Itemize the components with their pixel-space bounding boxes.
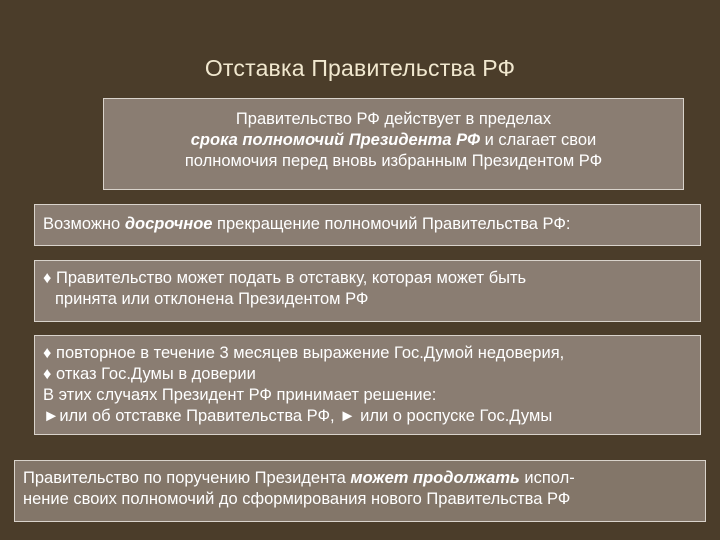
box5-emphasis: может продолжать: [350, 469, 520, 487]
box2-pre: Возможно: [43, 215, 125, 233]
slide-title: Отставка Правительства РФ: [204, 55, 516, 81]
early-termination-box: [34, 204, 701, 246]
box4-line-4: ►или об отставке Правительства РФ, ► или о роспуске Гос.Думы: [43, 407, 553, 425]
box1-line-2-rest: и слагает свои: [479, 131, 597, 149]
box5-post: испол-: [519, 469, 575, 487]
no-confidence-box: [34, 335, 701, 435]
box1-emphasis: срока полномочий Президента РФ: [190, 131, 480, 149]
box4-line-2: ♦ отказ Гос.Думы в доверии: [43, 365, 256, 383]
box5-pre: Правительство по поручению Президента: [23, 469, 351, 487]
box2-post: прекращение полномочий Правительства РФ:: [212, 215, 571, 233]
box3-line-1: ♦ Правительство может подать в отставку, которая может быть: [43, 269, 527, 287]
box4-line-1: ♦ повторное в течение 3 месяцев выражение Гос.Думой недоверия,: [43, 344, 565, 362]
box1-line-3: полномочия перед вновь избранным Президентом РФ: [184, 152, 603, 170]
box4-line-3: В этих случаях Президент РФ принимает решение:: [43, 386, 437, 404]
resignation-box: [34, 260, 701, 322]
box1-line-1: Правительство РФ действует в пределах: [235, 110, 552, 128]
box1-line-2: [104, 130, 683, 151]
government-term-box: [103, 98, 684, 190]
box5-line-2: нение своих полномочий до сформирования нового Правительства РФ: [23, 490, 571, 508]
box5-line-1: [23, 468, 705, 489]
box2-emphasis: досрочное: [124, 215, 213, 233]
box2-line: [43, 214, 700, 235]
continue-duties-box: [14, 460, 706, 522]
box3-line-2: принята или отклонена Президентом РФ: [55, 290, 369, 308]
